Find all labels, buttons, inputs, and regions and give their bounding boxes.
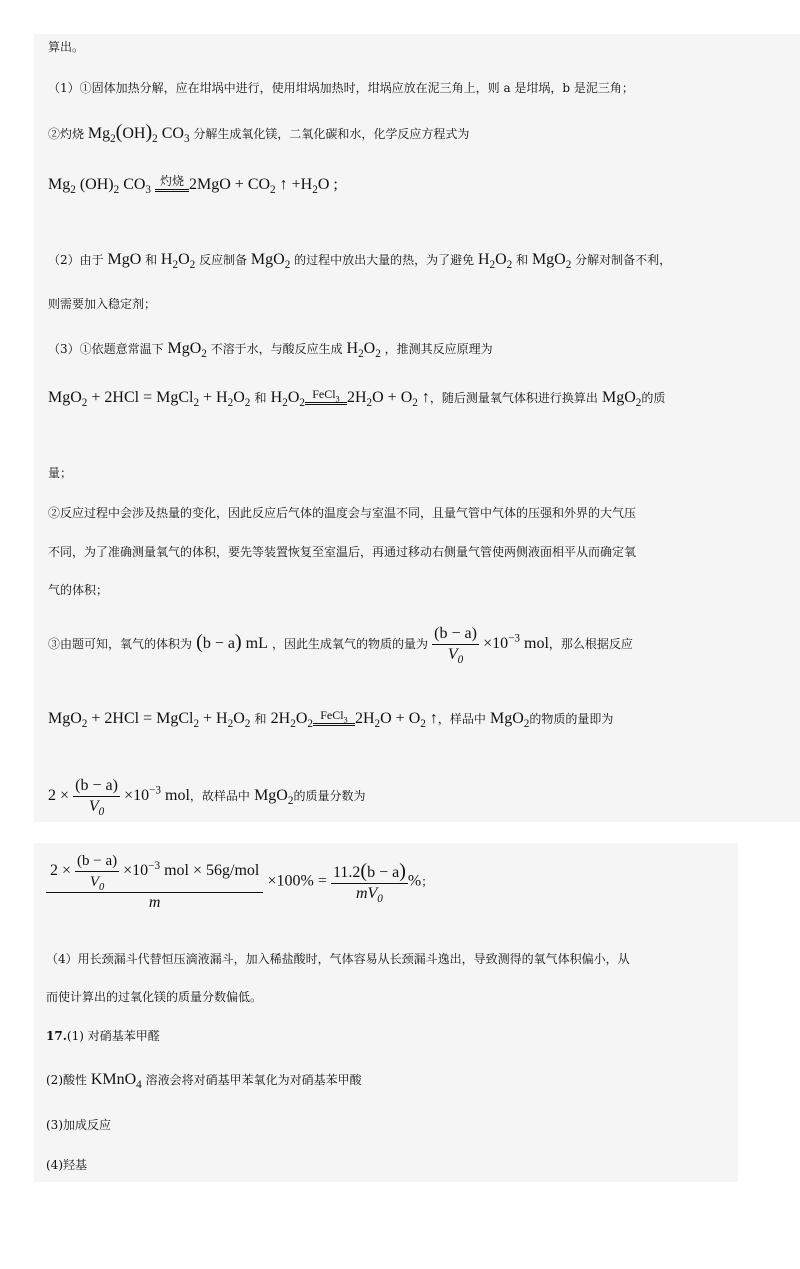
text-fragment: ，推测其反应原理为 — [384, 342, 493, 356]
text-fragment: ，因此生成氧气的物质的量为 — [271, 637, 428, 651]
text-fragment: ③由题可知，氧气的体积为 — [48, 637, 193, 651]
fraction: 2 × $\frac{(b - a)}{V_0}$ $\times 10^{-3}$ mol × 56g/mol m — [46, 851, 263, 913]
text-fragment: 的物质的量即为 — [529, 712, 614, 726]
formula-mgo: MgO — [107, 251, 142, 268]
text-fragment: 和 — [254, 391, 267, 405]
text-fragment: 分解对制备不利， — [575, 253, 672, 267]
text-line: (4)羟基 — [46, 1158, 87, 1172]
text-line — [48, 121, 470, 146]
text-line: 2 × $\frac{(b - a)}{V_0}$ $\times 10^{-3}$ mol，故样品中 MgO$_2$的质量分数为 — [48, 777, 366, 819]
text-fragment: ，随后测量氧气体积进行换算出 — [429, 391, 598, 405]
equation-3: MgO$_2$ + 2HCl = MgCl$_2$ + $H_2O_2$ 和 $2H_2O_2$ FeCl$_3$ $2H_2O + O_2$ ↑，样品中 MgO$_2$的物质的量即为 — [48, 707, 614, 731]
formula-h2o2: $H_2O_2$ — [346, 340, 381, 361]
question-number: 17. — [46, 1029, 67, 1043]
reaction-arrow — [155, 174, 189, 197]
formula-mgo2: MgO$_2$ — [531, 251, 572, 272]
text-line — [46, 1027, 160, 1045]
text-fragment: 反应制备 — [199, 253, 248, 267]
formula-h2o2: $H_2O_2$ — [160, 251, 196, 272]
fraction: $\frac{11.2(b - a)}{mV_0}$ — [332, 859, 406, 905]
reaction-condition: FeCl$_3$ — [320, 707, 348, 725]
formula-h2o2: $H_2O_2$ — [477, 251, 513, 272]
answer-block-2 — [34, 843, 738, 1182]
text-line: 不同，为了准确测量氧气的体积，要先等装置恢复至室温后，再通过移动右侧量气管使两侧液面相平从而确定氧 — [48, 545, 637, 559]
fraction: $\frac{(b - a)}{V_0}$ — [75, 777, 118, 819]
mass-fraction-formula: 2 × $\frac{(b - a)}{V_0}$ $\times 10^{-3}$ mol × 56g/mol m ×100% = $\frac{11.2(b - a)}{mV_0}$ %； — [46, 851, 433, 913]
text-fragment: 分解生成氧化镁，二氧化碳和水，化学反应方程式为 — [193, 127, 470, 141]
formula-kmno4: KMnO$_4$ — [90, 1071, 142, 1092]
fraction: $\frac{(b - a)}{V_0}$ — [434, 625, 477, 667]
reaction-condition: FeCl$_3$ — [312, 386, 340, 404]
text-line — [46, 1071, 362, 1092]
text-line: 算出。 — [48, 40, 85, 54]
text-fragment: ，那么根据反应 — [548, 637, 633, 651]
text-fragment: ，样品中 — [437, 712, 486, 726]
text-fragment: 和 — [145, 253, 158, 267]
text-line: ③由题可知，氧气的体积为 (b − a) mL ，因此生成氧气的物质的量为 $\frac{(b - a)}{V_0}$ $\times 10^{-3}$ mol，那么根据反应 — [48, 625, 633, 667]
text-line: (3)加成反应 — [46, 1118, 111, 1132]
text-fragment: ②灼烧 — [48, 127, 85, 141]
text-fragment: （2）由于 — [48, 253, 104, 267]
text-line: 则需要加入稳定剂； — [48, 297, 157, 311]
reaction-condition: 灼烧 — [160, 173, 185, 188]
text-line: 气的体积； — [48, 583, 109, 597]
text-fragment: 的过程中放出大量的热，为了避免 — [294, 253, 475, 267]
text-fragment: （3）①依题意常温下 — [48, 342, 164, 356]
reaction-arrow — [313, 708, 355, 731]
text-line: （4）用长颈漏斗代替恒压滴液漏斗，加入稀盐酸时，气体容易从长颈漏斗逸出，导致测得的氧气体积偏小，从 — [46, 952, 630, 966]
reaction-arrow — [305, 387, 347, 410]
text-fragment: 的质量分数为 — [293, 789, 366, 803]
text-fragment: 和 — [516, 253, 529, 267]
text-fragment: 的质 — [641, 391, 666, 405]
text-line: 而使计算出的过氧化镁的质量分数偏低。 — [46, 990, 263, 1004]
formula-mg2oh2co3: $Mg_2(OH)_2$ $CO_3$ — [87, 121, 190, 146]
text-fragment: 和 — [254, 712, 267, 726]
text-fragment: 溶液会将对硝基甲苯氧化为对硝基苯甲酸 — [145, 1073, 362, 1087]
text-line — [48, 340, 493, 361]
answer-block-1 — [34, 34, 800, 822]
formula-mgo2: MgO$_2$ — [167, 340, 207, 361]
text-fragment: (1) 对硝基苯甲醛 — [66, 1029, 160, 1043]
text-fragment: ，故样品中 — [189, 789, 250, 803]
text-fragment: 不溶于水，与酸反应生成 — [210, 342, 343, 356]
equation-1: $Mg_2$ $(OH)_2$ $CO_3$ 灼烧 $2MgO + CO_2$ ↑ $+H_2O$ ; — [48, 173, 338, 197]
equation-2: MgO$_2$ + 2HCl = MgCl$_2$ + $H_2O_2$ 和 $H_2O_2$ FeCl$_3$ $2H_2O + O_2$ ↑，随后测量氧气体积进行换算出 MgO$_2$的质 — [48, 386, 666, 410]
text-line: 量； — [48, 466, 73, 480]
text-line — [48, 251, 672, 272]
formula-mgo2: MgO$_2$ — [250, 251, 291, 272]
text-fragment: ； — [421, 874, 434, 889]
text-line: ②反应过程中会涉及热量的变化，因此反应后气体的温度会与室温不同，且量气管中气体的压强和外界的大气压 — [48, 506, 637, 520]
text-fragment: (2)酸性 — [46, 1073, 87, 1087]
text-line: （1）①固体加热分解，应在坩埚中进行，使用坩埚加热时，坩埚应放在泥三角上，则 a 是坩埚，b 是泥三角； — [48, 81, 634, 95]
